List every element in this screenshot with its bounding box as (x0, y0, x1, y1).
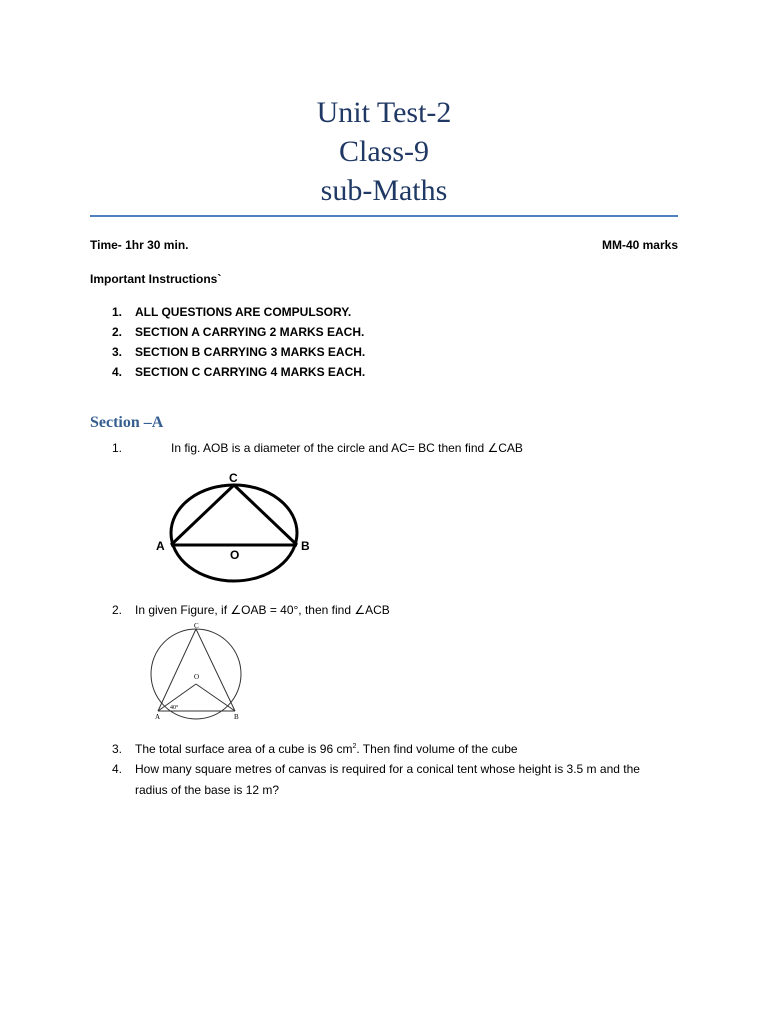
instruction-text: SECTION C CARRYING 4 MARKS EACH. (135, 365, 366, 379)
question-4 (112, 759, 672, 801)
question-text: In fig. AOB is a diameter of the circle and AC= BC then find ∠CAB (171, 441, 523, 455)
title-class: Class-9 (339, 135, 429, 168)
figure2-line-cb (196, 629, 235, 711)
question-text-before: The total surface area of a cube is 96 cm (135, 742, 353, 756)
title-subject: sub-Maths (320, 174, 448, 207)
figure1-circle (171, 485, 297, 581)
question-number: 1. (112, 441, 123, 455)
question-number: 2. (112, 603, 123, 617)
document-title (0, 93, 768, 210)
section-a-heading: Section –A (90, 414, 164, 431)
exam-time: Time- 1hr 30 min. (90, 238, 189, 252)
instructions-list (90, 304, 590, 384)
title-divider (90, 215, 678, 217)
question-number: 3. (112, 742, 123, 756)
figure2-label-c: C (194, 622, 199, 630)
instruction-item (90, 324, 590, 344)
instruction-number: 1. (112, 305, 123, 319)
question-text: How many square metres of canvas is required for a conical tent whose height is 3.5 m and the radius of the base is 12 m? (135, 762, 640, 797)
figure2-line-ca (158, 629, 196, 711)
instruction-text: SECTION B CARRYING 3 MARKS EACH. (135, 345, 366, 359)
title-unit-test: Unit Test-2 (316, 96, 452, 129)
instruction-item (90, 344, 590, 364)
figure1-label-a: A (156, 539, 165, 553)
instruction-number: 4. (112, 365, 123, 379)
instruction-number: 2. (112, 325, 123, 339)
figure1-label-c: C (229, 471, 238, 485)
figure2-label-b: B (234, 713, 239, 721)
squared-superscript: 2 (352, 743, 357, 750)
instruction-item (90, 304, 590, 324)
question-number: 4. (112, 762, 123, 776)
figure2-angle-label: 40° (170, 705, 179, 711)
instruction-text: SECTION A CARRYING 2 MARKS EACH. (135, 325, 365, 339)
exam-max-marks: MM-40 marks (601, 238, 678, 252)
figure1-label-b: B (301, 539, 310, 553)
figure2-label-o: O (194, 673, 200, 681)
instruction-text: ALL QUESTIONS ARE COMPULSORY. (135, 305, 352, 319)
figure-inscribed-angle (146, 620, 246, 725)
figure1-chord-ac (171, 485, 234, 545)
question-text (135, 739, 518, 760)
question-text-after: . Then find volume of the cube (356, 742, 518, 756)
question-text: In given Figure, if ∠OAB = 40°, then find ∠ACB (135, 603, 390, 617)
figure1-chord-bc (234, 485, 297, 545)
figure-circle-diameter (150, 470, 315, 585)
instruction-item (90, 364, 590, 384)
figure2-label-a: A (155, 713, 161, 721)
instruction-number: 3. (112, 345, 123, 359)
figure2-line-ob (196, 684, 235, 711)
figure1-label-o: O (230, 548, 240, 562)
instructions-heading: Important Instructions` (90, 272, 222, 286)
